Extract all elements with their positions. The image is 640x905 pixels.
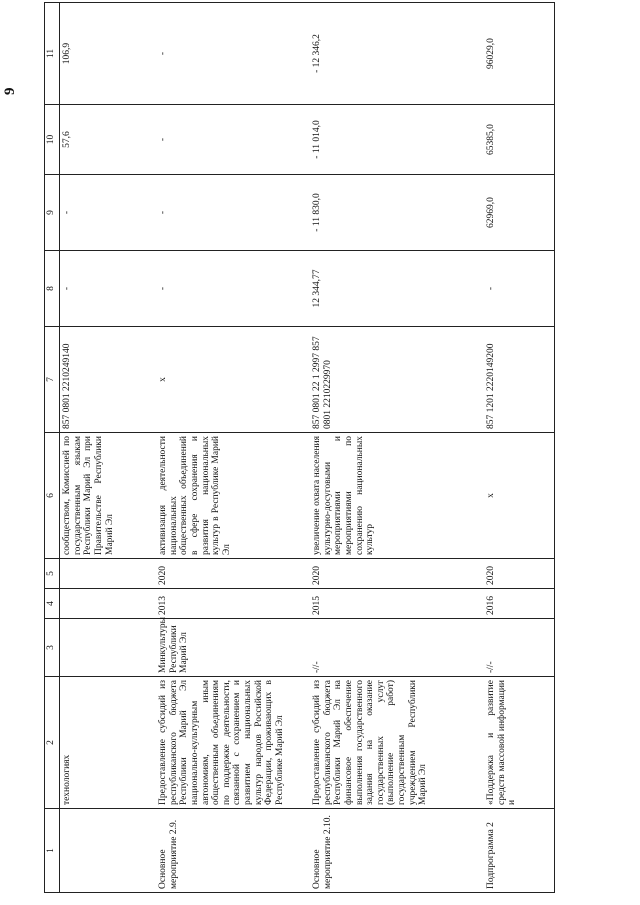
- cell-activity: Основное мероприятие 2.10.: [310, 809, 484, 893]
- col-header-8: 8: [45, 251, 60, 327]
- cell-activity: Подпрограмма 2: [484, 809, 555, 893]
- cell-description: «Поддержка и развитие средств массовой информации и: [484, 677, 555, 809]
- col-header-3: 3: [45, 619, 60, 677]
- cell-value-11: 96029,0: [484, 3, 555, 105]
- cell-value-10: 65385,0: [484, 105, 555, 175]
- cell-end-year: [60, 559, 157, 589]
- cell-executor: [60, 619, 157, 677]
- cell-description: технологиях: [60, 677, 157, 809]
- cell-activity: Основное мероприятие 2.9.: [156, 809, 310, 893]
- cell-value-9: -: [60, 175, 157, 251]
- cell-budget-code: 857 0801 22 1 2997 857 0801 2210229970: [310, 327, 484, 433]
- cell-value-8: -: [156, 251, 310, 327]
- col-header-6: 6: [45, 433, 60, 559]
- col-header-9: 9: [45, 175, 60, 251]
- cell-value-8: 12 344,77: [310, 251, 484, 327]
- col-header-1: 1: [45, 809, 60, 893]
- program-activities-table: [44, 2, 555, 893]
- cell-value-9: -: [156, 175, 310, 251]
- cell-result: увеличение охвата населения культурно-досуговыми мероприятиями и мероприятиями по сохранению национальных культур: [310, 433, 484, 559]
- cell-budget-code: 857 1201 2220149200: [484, 327, 555, 433]
- cell-value-11: -: [156, 3, 310, 105]
- cell-value-8: -: [60, 251, 157, 327]
- cell-activity: [60, 809, 157, 893]
- cell-result: x: [484, 433, 555, 559]
- cell-value-8: -: [484, 251, 555, 327]
- column-number-row: [45, 3, 60, 893]
- cell-result: сообществом, Комиссией по государственным языкам Республики Марий Эл при Правительстве Республики Марий Эл: [60, 433, 157, 559]
- table-row: [60, 3, 157, 893]
- cell-start-year: [60, 589, 157, 619]
- cell-value-11: 106,9: [60, 3, 157, 105]
- col-header-11: 11: [45, 3, 60, 105]
- table-row: [484, 3, 555, 893]
- cell-description: Предоставление субсидий из республиканского бюджета Республики Марий Эл национально-культурным автономиям, иным общественным объединениям по поддержке деятельности, связанной с сохранением и развитием национальных культур народов Российской Федерации, проживающих в Республике Марий Эл: [156, 677, 310, 809]
- page-number: 9: [2, 87, 18, 95]
- cell-result: активизация деятельности национальных общественных объединений в сфере сохранения и развития национальных культур в Республике Марий Эл: [156, 433, 310, 559]
- table-row: [310, 3, 484, 893]
- cell-value-9: 62969,0: [484, 175, 555, 251]
- cell-start-year: 2013: [156, 589, 310, 619]
- cell-end-year: 2020: [156, 559, 310, 589]
- col-header-2: 2: [45, 677, 60, 809]
- cell-start-year: 2015: [310, 589, 484, 619]
- cell-end-year: 2020: [310, 559, 484, 589]
- cell-executor: -//-: [484, 619, 555, 677]
- col-header-10: 10: [45, 105, 60, 175]
- table-row: [156, 3, 310, 893]
- cell-value-9: - 11 830,0: [310, 175, 484, 251]
- cell-description: Предоставление субсидий из республиканского бюджета Республики Марий Эл на финансовое обеспечение выполнения государственного задания на оказание государственных услуг (выполнение работ) государственным учреждением Республики Марий Эл: [310, 677, 484, 809]
- cell-start-year: 2016: [484, 589, 555, 619]
- cell-budget-code: 857 0801 2210249140: [60, 327, 157, 433]
- cell-budget-code: x: [156, 327, 310, 433]
- col-header-4: 4: [45, 589, 60, 619]
- col-header-5: 5: [45, 559, 60, 589]
- cell-value-11: - 12 346,2: [310, 3, 484, 105]
- cell-value-10: 57,6: [60, 105, 157, 175]
- cell-value-10: - 11 014,0: [310, 105, 484, 175]
- cell-executor: Минкультуры Республики Марий Эл: [156, 619, 310, 677]
- cell-end-year: 2020: [484, 559, 555, 589]
- col-header-7: 7: [45, 327, 60, 433]
- cell-value-10: -: [156, 105, 310, 175]
- cell-executor: -//-: [310, 619, 484, 677]
